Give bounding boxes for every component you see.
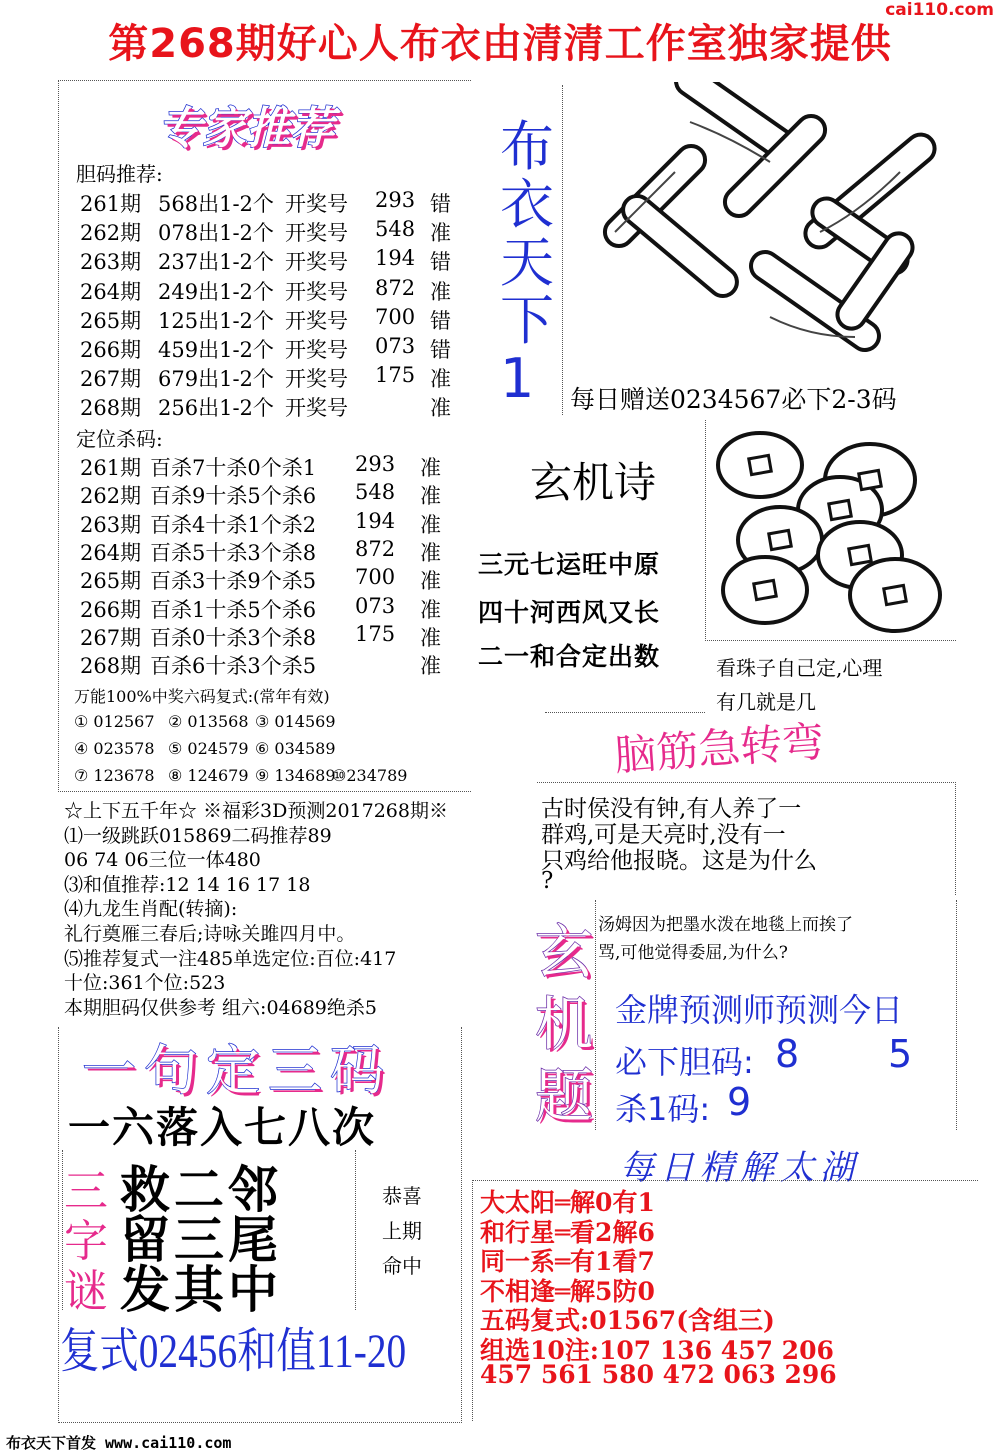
kill-period: 267期: [80, 625, 142, 650]
taihu-line: 457 561 580 472 063 296: [480, 1360, 837, 1389]
kill-result: 准: [420, 654, 441, 679]
buyi-char: 1: [500, 347, 535, 410]
dan-result: 准: [430, 367, 451, 392]
riddle-line-1: 救二邻: [120, 1160, 282, 1219]
kill-pick: 百杀5十杀3个杀8: [150, 540, 317, 565]
forecast-line: ⑶和值推荐:12 14 16 17 18: [64, 873, 311, 896]
six-code: ④ 023578: [74, 739, 155, 758]
dan-label: 开奖号: [285, 221, 348, 246]
dan-result: 错: [430, 250, 451, 275]
dan-period: 261期: [80, 192, 142, 216]
kill-number: 548: [355, 480, 396, 505]
dan-label: 开奖号: [285, 308, 348, 333]
congrats-1: 恭喜: [382, 1184, 422, 1208]
dan-number: 073: [375, 334, 416, 358]
kill-pick: 百杀7十杀0个杀1: [150, 456, 317, 480]
dan-pick: 459出1-2个: [158, 338, 274, 362]
six-code: ① 012567: [74, 712, 155, 731]
dan-period: 264期: [80, 279, 142, 304]
dan-pick: 679出1-2个: [158, 367, 274, 392]
dan-number: 175: [375, 363, 416, 388]
tom-question-1: 汤姆因为把墨水泼在地毯上而挨了: [598, 915, 853, 935]
dan-pick: 237出1-2个: [158, 250, 274, 275]
six-code: ⑩234789: [332, 766, 408, 785]
coins-hint-2: 有几就是几: [716, 690, 816, 714]
six-code: ⑤ 024579: [168, 739, 249, 758]
coins-image: [710, 425, 950, 640]
coins-hint-1: 看珠子自己定,心理: [716, 656, 883, 680]
dan-label: 胆码推荐:: [76, 162, 163, 186]
six-code: ③ 014569: [255, 712, 336, 731]
kill-pick: 百杀9十杀5个杀6: [150, 484, 317, 509]
six-code: ② 013568: [168, 712, 249, 731]
dan-result: 错: [430, 192, 451, 216]
six-code: ⑦ 123678: [74, 766, 155, 785]
taihu-line: 同一系═有1看7: [480, 1247, 655, 1276]
poem-line-1: 三元七运旺中原: [478, 550, 661, 579]
kill-period: 265期: [80, 569, 142, 594]
gold-line-3-label: 杀1码:: [615, 1090, 711, 1128]
dan-result: 准: [430, 279, 451, 304]
dan-period: 267期: [80, 367, 142, 392]
gold-dan-2: 5: [888, 1032, 913, 1076]
xuanji-ti-char: 机: [535, 990, 594, 1058]
gold-dan-1: 8: [775, 1032, 800, 1076]
poem-line-3: 二一和合定出数: [478, 642, 661, 671]
dan-number: 293: [375, 188, 416, 212]
brain-question-line: 只鸡给他报晓。这是为什么: [541, 848, 817, 874]
buyi-char: 下: [500, 289, 554, 352]
dan-pick: 256出1-2个: [158, 396, 274, 421]
dan-number: 872: [375, 275, 416, 300]
page-title: 第268期好心人布衣由清清工作室独家提供: [108, 21, 892, 67]
dan-result: 错: [430, 308, 451, 333]
kill-period: 261期: [80, 456, 142, 480]
kill-pick: 百杀1十杀5个杀6: [150, 597, 317, 622]
xuanji-ti-char: 题: [535, 1062, 594, 1130]
buyi-char: 天: [500, 231, 554, 294]
daily-gift: 每日赠送0234567必下2-3码: [570, 385, 897, 414]
kill-period: 262期: [80, 484, 142, 509]
dan-period: 266期: [80, 338, 142, 362]
kill-result: 准: [420, 597, 441, 622]
six-code: ⑧ 124679: [168, 766, 249, 785]
kill-result: 准: [420, 540, 441, 565]
bottom-fushi: 复式02456和值11-20: [60, 1325, 407, 1378]
dan-pick: 078出1-2个: [158, 221, 274, 246]
six-code: ⑥ 034589: [255, 739, 336, 758]
dan-period: 268期: [80, 396, 142, 421]
forecast-line: 礼行奠雁三春后;诗咏关雎四月中。: [64, 923, 356, 945]
chopsticks-image: [570, 82, 960, 382]
kill-pick: 百杀3十杀9个杀5: [150, 569, 317, 594]
dan-label: 开奖号: [285, 367, 348, 392]
forecast-line: ⑴一级跳跃015869二码推荐89: [64, 824, 332, 847]
sanzi-char: 三: [64, 1166, 108, 1217]
dan-pick: 249出1-2个: [158, 279, 274, 304]
taihu-line: 和行星═看2解6: [480, 1217, 655, 1247]
forecast-line: ⑸推荐复式一注485单选定位:百位:417: [64, 947, 397, 970]
kill-period: 264期: [80, 540, 142, 565]
gold-kill: 9: [727, 1080, 752, 1124]
brain-question-line: 群鸡,可是天亮时,没有一: [541, 822, 786, 848]
six-code: ⑨ 134689: [255, 766, 336, 785]
dan-period: 263期: [80, 250, 142, 275]
brain-question-line: ?: [541, 868, 554, 894]
tom-question-2: 骂,可他觉得委屈,为什么?: [598, 943, 788, 963]
congrats-2: 上期: [382, 1219, 422, 1243]
dan-label: 开奖号: [285, 338, 348, 362]
kill-result: 准: [420, 625, 441, 650]
kill-pick: 百杀4十杀1个杀2: [150, 512, 317, 537]
xuanji-ti-char: 玄: [535, 918, 594, 986]
dan-label: 开奖号: [285, 396, 348, 421]
dan-period: 262期: [80, 221, 142, 246]
poem-title: 玄机诗: [530, 458, 657, 507]
forecast-line: 十位:361个位:523: [64, 972, 226, 995]
kill-period: 268期: [80, 654, 142, 679]
taihu-line: 不相逢═解5防0: [480, 1276, 655, 1306]
forecast-line: ☆上下五千年☆ ※福彩3D预测2017268期※: [64, 800, 448, 822]
dan-number: 548: [375, 217, 416, 242]
kill-period: 263期: [80, 512, 142, 537]
yiju-title: 一句定三码: [82, 1039, 392, 1102]
kill-number: 073: [355, 593, 396, 618]
sanzi-char: 谜: [64, 1266, 108, 1317]
riddle-line-2: 留三尾: [120, 1210, 282, 1269]
forecast-line: 06 74 06三位一体480: [64, 849, 261, 872]
kill-pick: 百杀0十杀3个杀8: [150, 625, 317, 650]
kill-number: 194: [355, 508, 396, 533]
riddle-line-3: 发其中: [120, 1260, 282, 1319]
taihu-line: 组选10注:107 136 457 206: [480, 1335, 834, 1365]
dan-result: 错: [430, 338, 451, 362]
brain-frame-top: [545, 712, 705, 713]
dan-pick: 568出1-2个: [158, 192, 274, 216]
kill-number: 700: [355, 565, 396, 590]
kill-result: 准: [420, 512, 441, 537]
buyi-char: 衣: [500, 173, 554, 236]
taihu-title: 每日精解太湖: [620, 1148, 860, 1188]
brain-question-line: 古时侯没有钟,有人养了一: [541, 796, 802, 822]
site-logo-text[interactable]: cai110.com: [885, 0, 994, 20]
kill-result: 准: [420, 456, 441, 480]
taihu-line: 五码复式:01567(含组三): [480, 1306, 775, 1335]
dan-number: 700: [375, 304, 416, 329]
forecast-line: ⑷九龙生肖配(转摘):: [64, 898, 238, 921]
yiju-phrase: 一六落入七八次: [68, 1103, 377, 1152]
kill-number: 175: [355, 621, 396, 646]
forecast-line: 本期胆码仅供参考 组六:04689绝杀5: [64, 996, 377, 1019]
brain-title: 脑筋急转弯: [612, 716, 826, 781]
kill-pick: 百杀6十杀3个杀5: [150, 654, 317, 679]
taihu-line: 大太阳═解0有1: [480, 1188, 655, 1217]
footer-text[interactable]: 布衣天下首发 www.cai110.com: [6, 1434, 232, 1452]
buyi-char: 布: [500, 115, 554, 178]
six-label: 万能100%中奖六码复式:(常年有效): [74, 687, 330, 706]
dan-number: 194: [375, 246, 416, 271]
expert-heading: 专家推荐: [158, 103, 334, 154]
dan-label: 开奖号: [285, 192, 348, 216]
kill-label: 定位杀码:: [76, 427, 163, 451]
poem-line-2: 四十河西风又长: [478, 598, 661, 627]
kill-result: 准: [420, 569, 441, 594]
sanzi-char: 字: [64, 1216, 108, 1267]
kill-period: 266期: [80, 597, 142, 622]
dan-result: 准: [430, 221, 451, 246]
gold-line-2-label: 必下胆码:: [615, 1043, 754, 1081]
gold-line-1: 金牌预测师预测今日: [615, 991, 904, 1029]
dan-result: 准: [430, 396, 451, 421]
kill-number: 872: [355, 536, 396, 561]
dan-period: 265期: [80, 308, 142, 333]
dan-pick: 125出1-2个: [158, 308, 274, 333]
kill-result: 准: [420, 484, 441, 509]
congrats-3: 命中: [382, 1254, 422, 1278]
kill-number: 293: [355, 452, 396, 476]
dan-label: 开奖号: [285, 250, 348, 275]
dan-label: 开奖号: [285, 279, 348, 304]
